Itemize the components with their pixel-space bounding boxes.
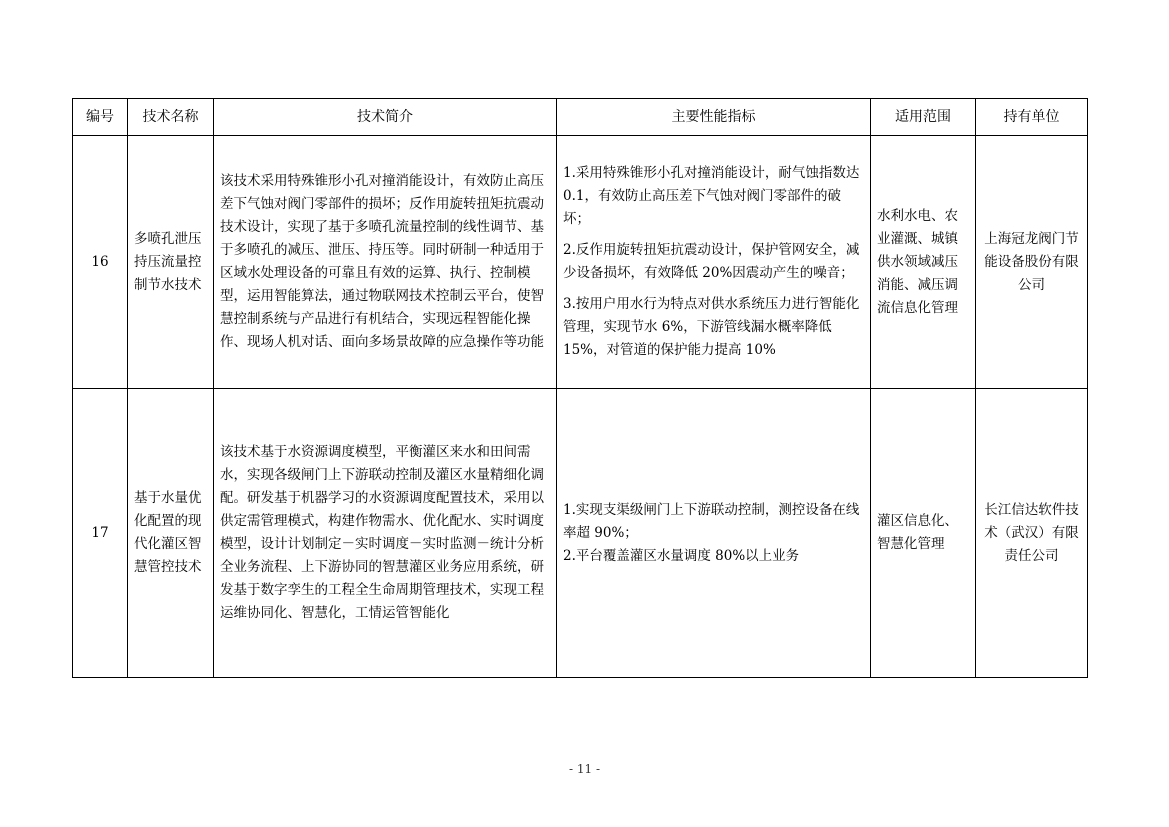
- table-row: [73, 389, 1088, 678]
- header-tech-name: 技术名称: [128, 99, 214, 136]
- cell-performance: [557, 136, 871, 389]
- table-row: [73, 136, 1088, 389]
- header-number: 编号: [73, 99, 128, 136]
- performance-item: 1.实现支渠级闸门上下游联动控制，测控设备在线率超 90%；: [563, 501, 860, 541]
- table-header-row: [73, 99, 1088, 136]
- cell-number: 16: [73, 136, 128, 389]
- header-tech-intro: 技术简介: [214, 99, 557, 136]
- cell-tech-intro: 该技术采用特殊锥形小孔对撞消能设计，有效防止高压差下气蚀对阀门零部件的损坏；反作用旋转扭矩抗震动技术设计，实现了基于多喷孔流量控制的线性调节、基于多喷孔的减压、泄压、持压等。同时研制一种适用于区域水处理设备的可靠且有效的运算、执行、控制模型，运用智能算法，通过物联网技术控制云平台，使智慧控制系统与产品进行有机结合，实现远程智能化操作、现场人机对话、面向多场景故障的应急操作等功能: [214, 136, 557, 389]
- cell-scope: 水利水电、农业灌溉、城镇供水领域减压消能、减压调流信息化管理: [871, 136, 976, 389]
- cell-owner: 上海冠龙阀门节能设备股份有限公司: [976, 136, 1088, 389]
- performance-item: 1.采用特殊锥形小孔对撞消能设计，耐气蚀指数达 0.1，有效防止高压差下气蚀对阀门零部件的破坏；: [563, 165, 860, 227]
- performance-item: 2.反作用旋转扭矩抗震动设计，保护管网安全，减少设备损坏，有效降低 20%因震动产生的噪音；: [563, 242, 860, 281]
- cell-scope: 灌区信息化、智慧化管理: [871, 389, 976, 678]
- performance-item: 2.平台覆盖灌区水量调度 80%以上业务: [563, 547, 800, 564]
- cell-performance: [557, 389, 871, 678]
- cell-number: 17: [73, 389, 128, 678]
- cell-tech-name: 基于水量优化配置的现代化灌区智慧管控技术: [128, 389, 214, 678]
- header-performance: 主要性能指标: [557, 99, 871, 136]
- header-scope: 适用范围: [871, 99, 976, 136]
- cell-tech-intro: 该技术基于水资源调度模型，平衡灌区来水和田间需水，实现各级闸门上下游联动控制及灌区水量精细化调配。研发基于机器学习的水资源调度配置技术，采用以供定需管理模式，构建作物需水、优化配水、实时调度模型，设计计划制定－实时调度－实时监测－统计分析全业务流程、上下游协同的智慧灌区业务应用系统，研发基于数字孪生的工程全生命周期管理技术，实现工程运维协同化、智慧化，工情运管智能化: [214, 389, 557, 678]
- page-number: - 11 -: [568, 762, 600, 776]
- cell-tech-name: 多喷孔泄压持压流量控制节水技术: [128, 136, 214, 389]
- technology-table: [72, 98, 1088, 678]
- performance-item: 3.按用户用水行为特点对供水系统压力进行智能化管理，实现节水 6%，下游管线漏水概率降低 15%，对管道的保护能力提高 10%: [563, 296, 860, 358]
- cell-owner: 长江信达软件技术（武汉）有限责任公司: [976, 389, 1088, 678]
- header-owner: 持有单位: [976, 99, 1088, 136]
